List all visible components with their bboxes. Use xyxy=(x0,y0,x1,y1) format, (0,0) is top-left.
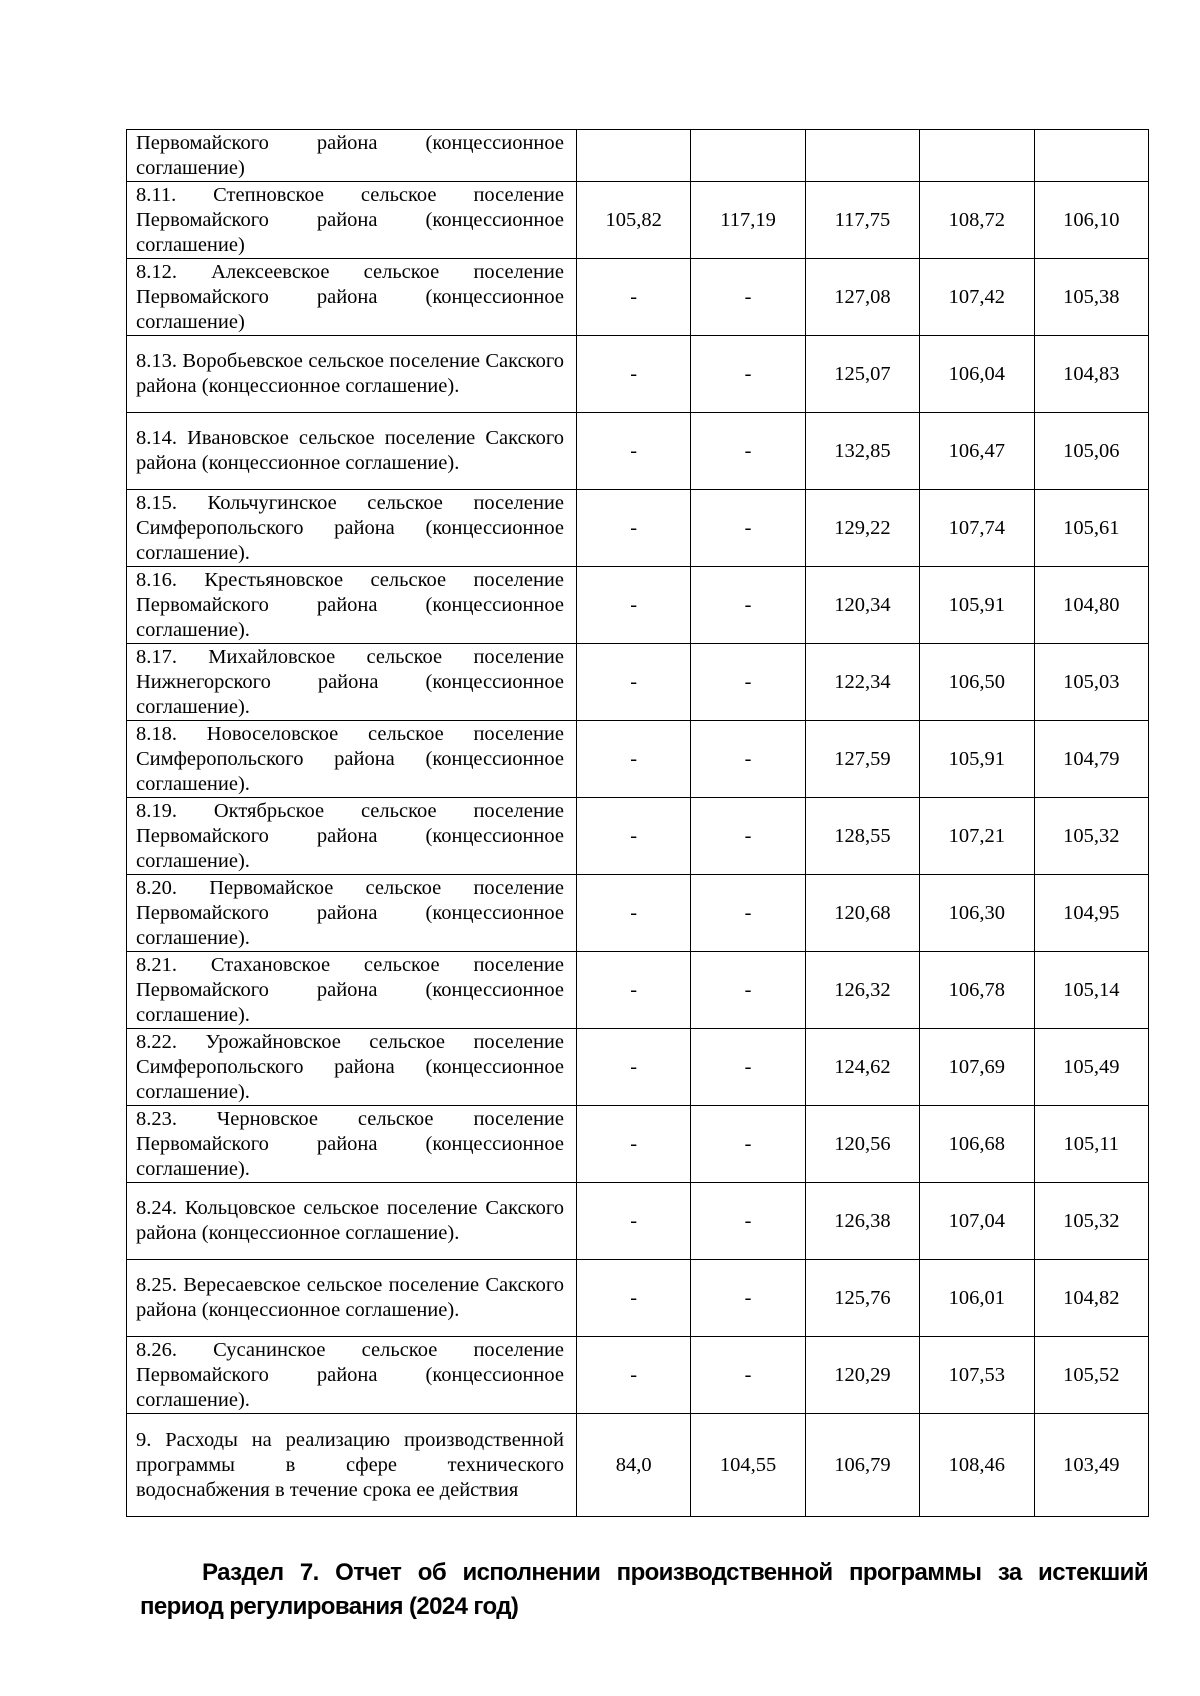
row-name-cell: 8.17. Михайловское сельское поселение Нижнегорского района (концессионное соглашение). xyxy=(127,644,577,721)
value-cell: - xyxy=(691,413,805,490)
row-name-cell: 8.16. Крестьяновское сельское поселение Первомайского района (концессионное соглашение). xyxy=(127,567,577,644)
value-cell: - xyxy=(577,721,691,798)
value-cell: 106,79 xyxy=(805,1414,919,1517)
row-name-cell: 8.23. Черновское сельское поселение Первомайского района (концессионное соглашение). xyxy=(127,1106,577,1183)
table-row xyxy=(127,336,1149,413)
table-row xyxy=(127,644,1149,721)
value-cell: 127,59 xyxy=(805,721,919,798)
value-cell: 128,55 xyxy=(805,798,919,875)
value-cell: 108,46 xyxy=(920,1414,1034,1517)
value-cell: 125,07 xyxy=(805,336,919,413)
value-cell: - xyxy=(691,567,805,644)
value-cell: - xyxy=(691,490,805,567)
row-name-cell: 8.22. Урожайновское сельское поселение Симферопольского района (концессионное соглашение). xyxy=(127,1029,577,1106)
value-cell: - xyxy=(577,1106,691,1183)
row-name-cell: Первомайского района (концессионное соглашение) xyxy=(127,130,577,182)
value-cell: 105,38 xyxy=(1034,259,1148,336)
value-cell: 122,34 xyxy=(805,644,919,721)
value-cell: 103,49 xyxy=(1034,1414,1148,1517)
row-name-cell: 8.11. Степновское сельское поселение Первомайского района (концессионное соглашение) xyxy=(127,182,577,259)
value-cell: 126,38 xyxy=(805,1183,919,1260)
value-cell: - xyxy=(691,644,805,721)
value-cell: - xyxy=(691,798,805,875)
table-row xyxy=(127,1029,1149,1106)
value-cell: 117,75 xyxy=(805,182,919,259)
row-name-cell: 9. Расходы на реализацию производственной программы в сфере технического водоснабжения в течение срока ее действия xyxy=(127,1414,577,1517)
table-row xyxy=(127,490,1149,567)
value-cell: - xyxy=(691,1106,805,1183)
value-cell: 132,85 xyxy=(805,413,919,490)
value-cell: 126,32 xyxy=(805,952,919,1029)
value-cell: 104,83 xyxy=(1034,336,1148,413)
row-name-cell: 8.12. Алексеевское сельское поселение Первомайского района (концессионное соглашение) xyxy=(127,259,577,336)
value-cell: 107,53 xyxy=(920,1337,1034,1414)
row-name-cell: 8.26. Сусанинское сельское поселение Первомайского района (концессионное соглашение). xyxy=(127,1337,577,1414)
value-cell: 107,74 xyxy=(920,490,1034,567)
value-cell: 120,68 xyxy=(805,875,919,952)
row-name-cell: 8.13. Воробьевское сельское поселение Сакского района (концессионное соглашение). xyxy=(127,336,577,413)
value-cell: - xyxy=(691,721,805,798)
value-cell: - xyxy=(577,875,691,952)
value-cell: 104,95 xyxy=(1034,875,1148,952)
value-cell: 84,0 xyxy=(577,1414,691,1517)
value-cell: 105,91 xyxy=(920,567,1034,644)
row-name-cell: 8.15. Кольчугинское сельское поселение Симферопольского района (концессионное соглашение). xyxy=(127,490,577,567)
value-cell: 104,82 xyxy=(1034,1260,1148,1337)
value-cell: 125,76 xyxy=(805,1260,919,1337)
table-row xyxy=(127,567,1149,644)
value-cell: - xyxy=(577,644,691,721)
value-cell: - xyxy=(577,798,691,875)
table-row xyxy=(127,130,1149,182)
value-cell xyxy=(1034,130,1148,182)
table-row xyxy=(127,798,1149,875)
value-cell: 106,10 xyxy=(1034,182,1148,259)
value-cell: 120,29 xyxy=(805,1337,919,1414)
value-cell: 106,01 xyxy=(920,1260,1034,1337)
value-cell: - xyxy=(691,1337,805,1414)
value-cell: 106,68 xyxy=(920,1106,1034,1183)
value-cell: - xyxy=(577,1029,691,1106)
value-cell: - xyxy=(691,952,805,1029)
value-cell: 107,42 xyxy=(920,259,1034,336)
value-cell: - xyxy=(577,1260,691,1337)
value-cell xyxy=(805,130,919,182)
value-cell: 105,52 xyxy=(1034,1337,1148,1414)
value-cell: - xyxy=(691,336,805,413)
value-cell: 105,49 xyxy=(1034,1029,1148,1106)
table-row xyxy=(127,182,1149,259)
section-heading: Раздел 7. Отчет об исполнении производственной программы за истекший период регулирования (2024 год) xyxy=(140,1559,1148,1620)
table-row xyxy=(127,1106,1149,1183)
value-cell: 106,30 xyxy=(920,875,1034,952)
value-cell: 106,78 xyxy=(920,952,1034,1029)
value-cell: 129,22 xyxy=(805,490,919,567)
indicators-table-body xyxy=(127,130,1149,1517)
value-cell: 107,21 xyxy=(920,798,1034,875)
table-row xyxy=(127,259,1149,336)
value-cell: - xyxy=(577,413,691,490)
value-cell xyxy=(920,130,1034,182)
value-cell xyxy=(577,130,691,182)
value-cell: 105,32 xyxy=(1034,798,1148,875)
value-cell: 105,82 xyxy=(577,182,691,259)
value-cell: - xyxy=(577,259,691,336)
value-cell: - xyxy=(577,952,691,1029)
value-cell: - xyxy=(691,1260,805,1337)
table-row xyxy=(127,721,1149,798)
value-cell: 124,62 xyxy=(805,1029,919,1106)
table-row xyxy=(127,1183,1149,1260)
value-cell: 105,32 xyxy=(1034,1183,1148,1260)
value-cell: 104,80 xyxy=(1034,567,1148,644)
value-cell: 104,55 xyxy=(691,1414,805,1517)
value-cell: - xyxy=(577,1337,691,1414)
row-name-cell: 8.19. Октябрьское сельское поселение Первомайского района (концессионное соглашение). xyxy=(127,798,577,875)
value-cell: 104,79 xyxy=(1034,721,1148,798)
value-cell: 117,19 xyxy=(691,182,805,259)
value-cell: - xyxy=(691,1183,805,1260)
row-name-cell: 8.25. Вересаевское сельское поселение Сакского района (концессионное соглашение). xyxy=(127,1260,577,1337)
table-row xyxy=(127,952,1149,1029)
value-cell: - xyxy=(577,490,691,567)
table-row xyxy=(127,875,1149,952)
value-cell: 105,61 xyxy=(1034,490,1148,567)
value-cell: 105,91 xyxy=(920,721,1034,798)
value-cell: 106,50 xyxy=(920,644,1034,721)
indicators-table xyxy=(126,129,1149,1517)
table-row xyxy=(127,1414,1149,1517)
value-cell: - xyxy=(577,336,691,413)
value-cell: 127,08 xyxy=(805,259,919,336)
table-row xyxy=(127,1337,1149,1414)
value-cell: 108,72 xyxy=(920,182,1034,259)
value-cell: 107,04 xyxy=(920,1183,1034,1260)
table-row xyxy=(127,413,1149,490)
value-cell: 105,11 xyxy=(1034,1106,1148,1183)
value-cell: - xyxy=(577,1183,691,1260)
value-cell: 105,03 xyxy=(1034,644,1148,721)
row-name-cell: 8.18. Новоселовское сельское поселение Симферопольского района (концессионное соглашение). xyxy=(127,721,577,798)
table-row xyxy=(127,1260,1149,1337)
row-name-cell: 8.21. Стахановское сельское поселение Первомайского района (концессионное соглашение). xyxy=(127,952,577,1029)
value-cell: - xyxy=(691,1029,805,1106)
row-name-cell: 8.20. Первомайское сельское поселение Первомайского района (концессионное соглашение). xyxy=(127,875,577,952)
value-cell xyxy=(691,130,805,182)
value-cell: - xyxy=(691,259,805,336)
value-cell: 107,69 xyxy=(920,1029,1034,1106)
value-cell: - xyxy=(577,567,691,644)
row-name-cell: 8.24. Кольцовское сельское поселение Сакского района (концессионное соглашение). xyxy=(127,1183,577,1260)
value-cell: 105,14 xyxy=(1034,952,1148,1029)
value-cell: 106,47 xyxy=(920,413,1034,490)
value-cell: 120,56 xyxy=(805,1106,919,1183)
value-cell: 120,34 xyxy=(805,567,919,644)
value-cell: - xyxy=(691,875,805,952)
row-name-cell: 8.14. Ивановское сельское поселение Сакского района (концессионное соглашение). xyxy=(127,413,577,490)
value-cell: 105,06 xyxy=(1034,413,1148,490)
value-cell: 106,04 xyxy=(920,336,1034,413)
